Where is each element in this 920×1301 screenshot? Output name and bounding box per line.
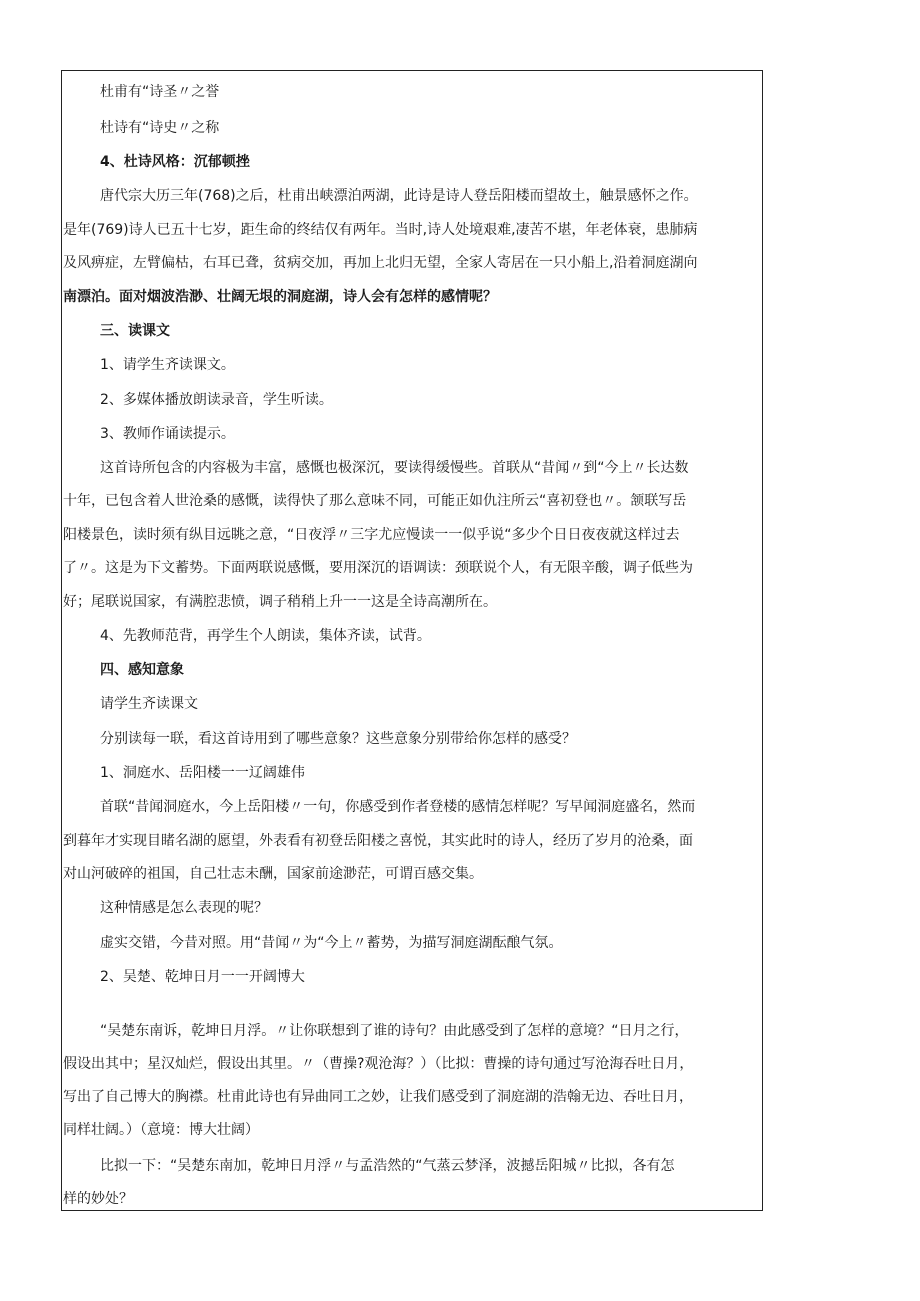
- paragraph-line: 了〃。这是为下文蓄势。下面两联说感慨，要用深沉的语调读：颈联说个人，有无限辛酸，调子低些为: [63, 560, 693, 576]
- paragraph-line: 写出了自己博大的胸襟。杜甫此诗也有异曲同工之妙，让我们感受到了洞庭湖的浩翰无边、吞吐日月，: [63, 1089, 693, 1105]
- paragraph-line: 首联“昔闻洞庭水，今上岳阳楼〃一句，你感受到作者登楼的感情怎样呢？写早闻洞庭盛名，然而: [100, 799, 696, 815]
- paragraph-line: 十年，已包含着人世沧桑的感慨，读得快了那么意味不同，可能正如仇注所云“喜初登也〃。颔联写岳: [63, 493, 687, 509]
- section-heading: 4、杜诗风格：沉郁顿挫: [100, 154, 250, 170]
- text-line: 请学生齐读课文: [100, 696, 198, 712]
- paragraph-line: 及风痹症，左臂偏枯，右耳已聋，贫病交加，再加上北归无望，全家人寄居在一只小船上,沿着洞庭湖向: [63, 255, 698, 271]
- paragraph-line: “吴楚东南诉，乾坤日月浮。〃让你联想到了谁的诗句？由此感受到了怎样的意境？“日月之行，: [100, 1023, 689, 1039]
- paragraph-line: 是年(769)诗人已五十七岁，距生命的终结仅有两年。当时,诗人处境艰难,凄苦不堪，年老体衰，患肺病: [63, 222, 698, 238]
- section-heading: 三、读课文: [100, 323, 170, 339]
- paragraph-line: 分别读每一联，看这首诗用到了哪些意象？这些意象分别带给你怎样的感受？: [100, 731, 576, 747]
- text-line: 杜甫有“诗圣〃之誉: [100, 84, 220, 100]
- paragraph-line: 对山河破碎的祖国，自己壮志未酬，国家前途渺茫，可谓百感交集。: [63, 866, 483, 882]
- text-line: 虚实交错，今昔对照。用“昔闻〃为“今上〃蓄势，为描写洞庭湖酝酿气氛。: [100, 935, 563, 951]
- paragraph-line: 好；尾联说国家，有满腔悲愤，调子稍稍上升一一这是全诗高潮所在。: [63, 594, 497, 610]
- paragraph-line: 样的妙处？: [63, 1191, 133, 1207]
- text-line: 杜诗有“诗史〃之称: [100, 120, 220, 136]
- paragraph-line: 假设出其中；星汉灿烂，假设出其里。〃（曹操?观沧海？）（比拟：曹操的诗句通过写沧海吞吐日月，: [63, 1056, 694, 1072]
- subheading: 1、洞庭水、岳阳楼一一辽阔雄伟: [100, 765, 305, 781]
- list-item: 2、多媒体播放朗读录音，学生听读。: [100, 392, 333, 408]
- list-item: 4、先教师范背，再学生个人朗读，集体齐读，试背。: [100, 628, 431, 644]
- list-item: 3、教师作诵读提示。: [100, 426, 235, 442]
- paragraph-line: 到暮年才实现目睹名湖的愿望，外表看有初登岳阳楼之喜悦，其实此时的诗人，经历了岁月的沧桑，面: [63, 833, 693, 849]
- list-item: 1、请学生齐读课文。: [100, 357, 235, 373]
- section-heading: 四、感知意象: [100, 662, 184, 678]
- subheading: 2、吴楚、乾坤日月一一开阔博大: [100, 969, 305, 985]
- paragraph-line: 唐代宗大历三年(768)之后，杜甫出峡漂泊两湖，此诗是诗人登岳阳楼而望故土，触景感怀之作。: [100, 188, 698, 204]
- paragraph-line: 南漂泊。面对烟波浩渺、壮阔无垠的洞庭湖，诗人会有怎样的感情呢？: [63, 289, 497, 305]
- paragraph-line: 同样壮阔。）（意境：博大壮阔）: [63, 1122, 259, 1138]
- text-line: 这种情感是怎么表现的呢？: [100, 900, 268, 916]
- paragraph-line: 比拟一下：“吴楚东南加，乾坤日月浮〃与孟浩然的“气蒸云梦泽，波撼岳阳城〃比拟，各有怎: [100, 1158, 675, 1174]
- paragraph-line: 这首诗所包含的内容极为丰富，感慨也极深沉，要读得缓慢些。首联从“昔闻〃到“今上〃长达数: [100, 460, 689, 476]
- paragraph-line: 阳楼景色，读时须有纵目远眺之意，“日夜浮〃三字尤应慢读一一似乎说“多少个日日夜夜就这样过去: [63, 527, 680, 543]
